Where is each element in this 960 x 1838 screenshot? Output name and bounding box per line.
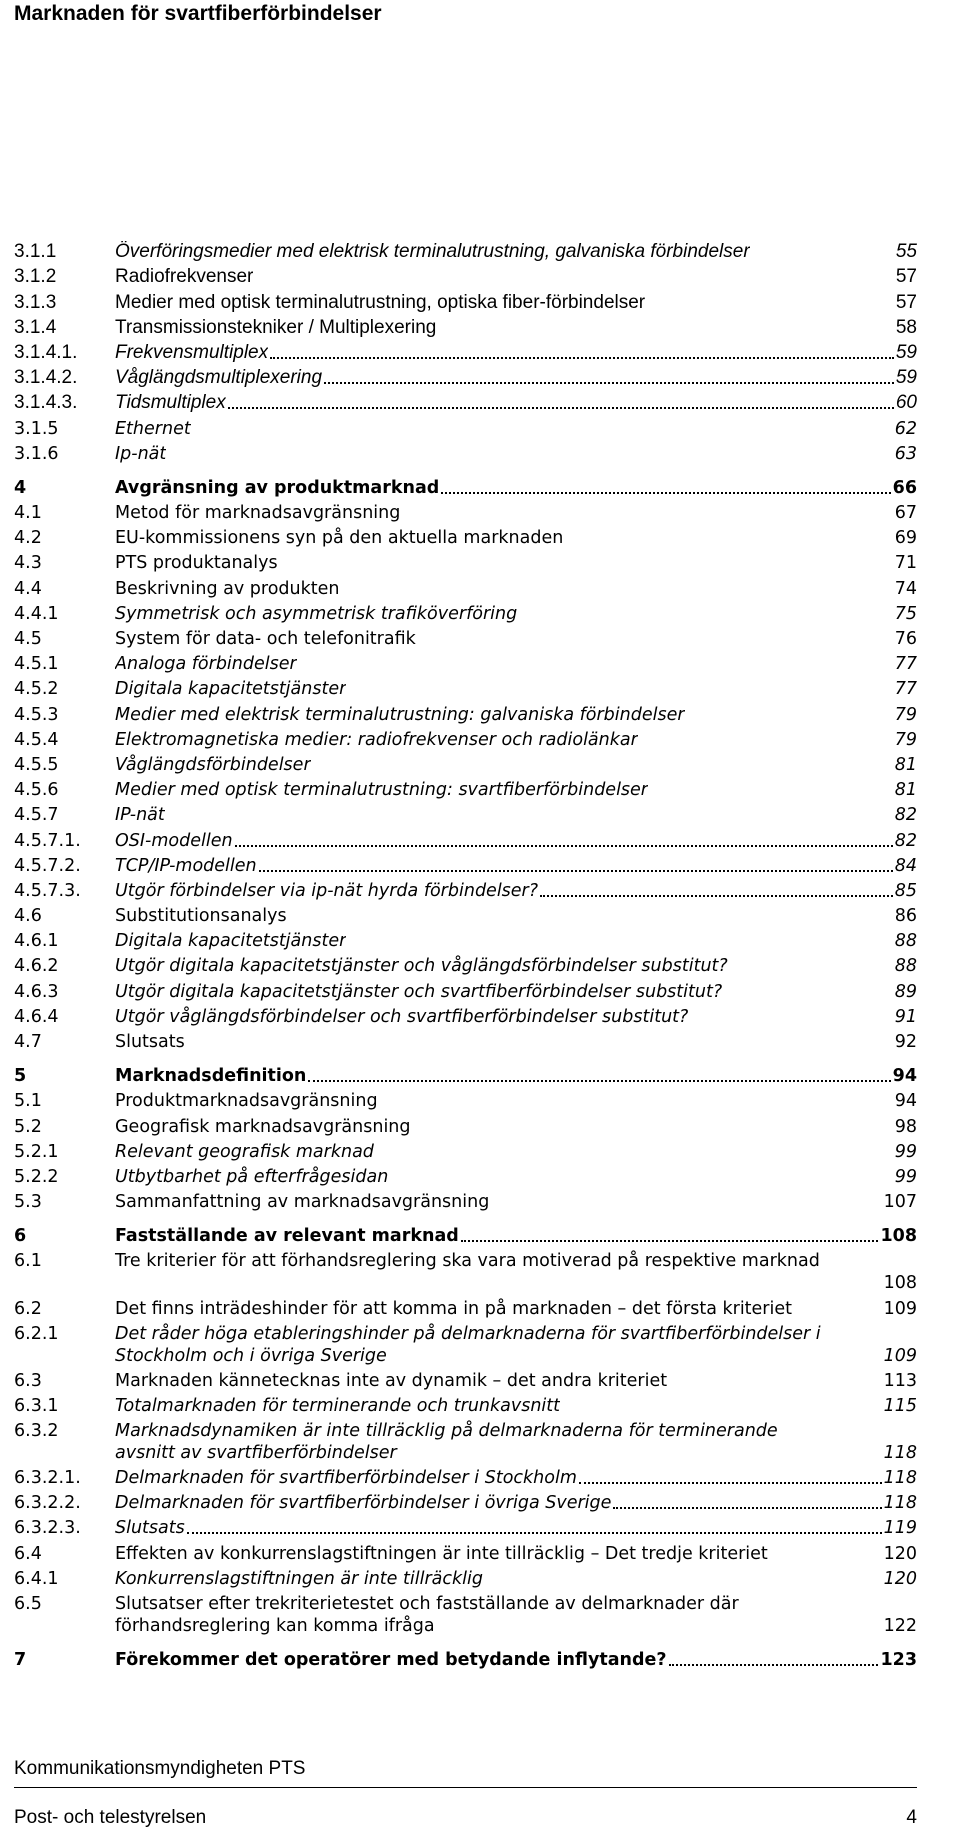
toc-entry[interactable] <box>14 1320 917 1367</box>
toc-entry-title: Medier med optisk terminalutrustning: svartfiberförbindelser <box>115 780 649 801</box>
toc-entry-page: 59 <box>895 367 917 389</box>
toc-leader <box>270 357 894 359</box>
toc-entry[interactable] <box>14 440 917 465</box>
toc-entry-page: 99 <box>894 1166 917 1187</box>
toc-entry-title: Marknaden kännetecknas inte av dynamik – det andra kriteriet <box>115 1370 668 1391</box>
toc-entry-number: 6.3.2.1. <box>14 1468 81 1489</box>
toc-entry-page: 79 <box>894 729 917 750</box>
toc-entry-title: Ip-nät <box>115 443 167 464</box>
toc-entry[interactable] <box>14 1367 917 1392</box>
toc-entry-page: 122 <box>883 1615 917 1636</box>
toc-entry-page: 118 <box>883 1493 917 1514</box>
toc-entry-number: 4.7 <box>14 1032 42 1052</box>
toc-entry[interactable] <box>14 1087 917 1112</box>
toc-entry-page: 66 <box>892 477 917 498</box>
toc-indent-spacer <box>14 1345 115 1367</box>
toc-entry-page: 69 <box>894 528 917 549</box>
toc-entry-number: 4.1 <box>14 503 42 524</box>
toc-leader <box>259 870 893 872</box>
toc-entry-title: Frekvensmultiplex <box>115 341 269 363</box>
toc-entry[interactable] <box>14 1539 917 1564</box>
toc-entry-page: 99 <box>894 1141 917 1162</box>
toc-entry-page: 71 <box>894 553 917 574</box>
toc-entry-page: 82 <box>894 830 917 851</box>
toc-entry-title: Slutsats <box>115 1518 185 1539</box>
toc-entry[interactable] <box>14 339 917 364</box>
toc-entry-number: 6.5 <box>14 1593 42 1614</box>
toc-entry-page: 113 <box>883 1370 917 1391</box>
toc-entry-page: 57 <box>895 266 917 288</box>
toc-entry-number: 6.4.1 <box>14 1568 59 1589</box>
toc-entry-number: 4.6 <box>14 906 42 927</box>
toc-entry-page: 94 <box>894 1091 917 1112</box>
toc-entry-page: 120 <box>883 1568 917 1589</box>
toc-entry-title: Tre kriterier för att förhandsreglering ska vara motiverad på respektive marknad <box>115 1251 820 1272</box>
toc-entry-title: Utbytbarhet på efterfrågesidan <box>115 1166 389 1187</box>
toc-entry-title: OSI-modellen <box>115 830 233 851</box>
toc-entry[interactable] <box>14 263 917 288</box>
page-header-title: Marknaden för svartfiberförbindelser <box>14 2 382 25</box>
toc-entry-page: 77 <box>894 679 917 700</box>
toc-entry-number: 4.5.7.2. <box>14 855 81 876</box>
toc-entry[interactable] <box>14 1489 917 1514</box>
toc-entry[interactable] <box>14 1028 917 1053</box>
toc-entry-number: 6.3 <box>14 1370 42 1391</box>
toc-leader <box>669 1664 879 1666</box>
toc-entry-number: 3.1.5 <box>14 418 59 439</box>
toc-entry[interactable] <box>14 902 917 927</box>
toc-entry-number: 4.6.1 <box>14 931 59 952</box>
toc-entry-title: Radiofrekvenser <box>115 266 254 288</box>
toc-entry-number: 5.3 <box>14 1192 42 1213</box>
toc-entry-title: Utgör digitala kapacitetstjänster och svartfiberförbindelser substitut? <box>115 981 723 1002</box>
toc-entry-title: Konkurrenslagstiftningen är inte tillräcklig <box>115 1568 483 1589</box>
toc-entry-title: Beskrivning av produkten <box>115 578 340 599</box>
toc-entry-title: Sammanfattning av marknadsavgränsning <box>115 1192 490 1213</box>
toc-entry-number: 7 <box>14 1650 27 1670</box>
toc-entry-number: 6.1 <box>14 1251 42 1272</box>
toc-entry-page: 119 <box>883 1518 917 1539</box>
toc-entry[interactable] <box>14 1062 917 1087</box>
toc-entry-page: 59 <box>895 341 917 363</box>
toc-entry-number: 4.5.4 <box>14 729 59 750</box>
toc-entry-number: 6.2 <box>14 1298 42 1319</box>
toc-entry-number: 3.1.3 <box>14 291 57 313</box>
toc-entry-number: 5.2.1 <box>14 1141 59 1162</box>
toc-leader <box>308 1080 890 1082</box>
toc-entry-number: 4 <box>14 477 27 498</box>
toc-entry-page: 60 <box>895 392 917 414</box>
toc-entry[interactable] <box>14 1417 917 1464</box>
toc-entry-title: Metod för marknadsavgränsning <box>115 503 401 524</box>
toc-entry-number: 3.1.4.3. <box>14 392 78 414</box>
toc-entry-page: 67 <box>894 503 917 524</box>
toc-entry[interactable] <box>14 877 917 902</box>
toc-entry-page: 85 <box>894 880 917 901</box>
toc-entry-title: Substitutionsanalys <box>115 906 287 927</box>
toc-entry-title: Utgör förbindelser via ip-nät hyrda förbindelser? <box>115 880 539 901</box>
toc-entry-number: 4.4 <box>14 578 42 599</box>
toc-leader <box>461 1240 879 1242</box>
toc-entry-page: 77 <box>894 654 917 675</box>
toc-entry[interactable] <box>14 726 917 751</box>
toc-entry-number: 3.1.6 <box>14 443 59 464</box>
footer-page-number: 4 <box>906 1807 917 1828</box>
toc-entry-page: 57 <box>895 291 917 313</box>
toc-entry[interactable] <box>14 1464 917 1489</box>
toc-entry-page: 86 <box>894 906 917 927</box>
toc-entry[interactable] <box>14 852 917 877</box>
toc-entry-number: 3.1.4.1. <box>14 341 78 363</box>
toc-entry-page: 118 <box>883 1442 917 1463</box>
toc-entry-number: 4.5 <box>14 629 42 649</box>
toc-entry-title: Delmarknaden för svartfiberförbindelser i Stockholm <box>115 1468 577 1489</box>
toc-entry-number: 6.3.2.3. <box>14 1518 81 1539</box>
toc-indent-spacer <box>14 1615 115 1637</box>
toc-entry-page: 82 <box>894 805 917 826</box>
toc-entry-title: Förekommer det operatörer med betydande inflytande? <box>115 1650 667 1670</box>
toc-entry[interactable] <box>14 499 917 524</box>
toc-entry[interactable] <box>14 474 917 499</box>
toc-entry-title: Utgör våglängdsförbindelser och svartfiberförbindelser substitut? <box>115 1006 689 1027</box>
toc-entry-number: 6.4 <box>14 1543 42 1564</box>
toc-entry[interactable] <box>14 625 917 650</box>
footer-divider <box>14 1787 917 1788</box>
toc-entry-number: 5 <box>14 1066 27 1087</box>
toc-entry[interactable] <box>14 1294 917 1319</box>
toc-entry-title: Utgör digitala kapacitetstjänster och våglängdsförbindelser substitut? <box>115 956 728 977</box>
toc-entry-title: Produktmarknadsavgränsning <box>115 1091 378 1112</box>
toc-entry-number: 5.1 <box>14 1091 42 1112</box>
toc-entry-title-continued: Stockholm och i övriga Sverige <box>115 1345 387 1366</box>
toc-entry-title: Digitala kapacitetstjänster <box>115 931 347 952</box>
toc-entry-number: 3.1.2 <box>14 266 57 288</box>
toc-entry-title: Geografisk marknadsavgränsning <box>115 1116 411 1137</box>
toc-entry-number: 4.3 <box>14 553 42 574</box>
toc-entry-number: 4.5.7.1. <box>14 830 81 851</box>
toc-entry-page: 91 <box>894 1006 917 1027</box>
toc-entry[interactable] <box>14 288 917 313</box>
toc-entry-page: 123 <box>880 1650 917 1670</box>
toc-leader <box>499 1615 883 1637</box>
toc-entry-title: Marknadsdynamiken är inte tillräcklig på delmarknaderna för terminerande <box>115 1420 778 1441</box>
toc-entry-title: PTS produktanalys <box>115 553 278 574</box>
toc-entry-title-continued: förhandsreglering kan komma ifråga <box>115 1615 435 1636</box>
toc-entry-title: Elektromagnetiska medier: radiofrekvenser och radiolänkar <box>115 729 638 750</box>
toc-leader <box>613 1507 881 1509</box>
toc-entry[interactable] <box>14 1112 917 1137</box>
toc-entry-page: 84 <box>894 855 917 876</box>
toc-leader <box>441 492 890 494</box>
toc-entry[interactable] <box>14 389 917 414</box>
toc-entry-page: 79 <box>894 704 917 725</box>
toc-entry[interactable] <box>14 1590 917 1637</box>
toc-indent-spacer <box>14 1272 115 1294</box>
toc-entry[interactable] <box>14 1003 917 1028</box>
toc-entry-number: 4.5.1 <box>14 654 59 675</box>
toc-entry-number: 4.6.4 <box>14 1006 59 1027</box>
footer-publisher: Post- och telestyrelsen <box>14 1807 207 1828</box>
toc-entry-title: EU-kommissionens syn på den aktuella marknaden <box>115 528 564 549</box>
toc-entry-page: 76 <box>894 629 917 649</box>
toc-entry[interactable] <box>14 700 917 725</box>
toc-entry-page: 98 <box>894 1116 917 1137</box>
toc-entry-number: 4.5.3 <box>14 704 59 725</box>
toc-entry-title: Fastställande av relevant marknad <box>115 1226 459 1247</box>
toc-entry[interactable] <box>14 364 917 389</box>
toc-leader <box>499 1272 883 1294</box>
toc-entry-page: 89 <box>894 981 917 1002</box>
toc-entry-title: Marknadsdefinition <box>115 1066 307 1087</box>
toc-entry-page: 92 <box>894 1032 917 1052</box>
toc-entry-title: Digitala kapacitetstjänster <box>115 679 347 700</box>
toc-entry-number: 6.3.2 <box>14 1420 59 1441</box>
toc-entry-title: Slutsatser efter trekriterietestet och fastställande av delmarknader där <box>115 1593 739 1614</box>
toc-entry[interactable] <box>14 801 917 826</box>
toc-leader <box>499 1345 883 1367</box>
toc-entry-page: 108 <box>880 1226 917 1247</box>
toc-entry-title: Relevant geografisk marknad <box>115 1141 374 1162</box>
toc-entry-title: TCP/IP-modellen <box>115 855 257 876</box>
toc-entry-number: 4.5.7 <box>14 805 59 826</box>
footer-organization: Kommunikationsmyndigheten PTS <box>14 1758 306 1779</box>
toc-leader <box>540 895 893 897</box>
toc-entry-title: System för data- och telefonitrafik <box>115 629 416 649</box>
toc-entry[interactable] <box>14 1188 917 1213</box>
toc-entry-number: 4.5.6 <box>14 780 59 801</box>
toc-entry-number: 4.6.2 <box>14 956 59 977</box>
toc-entry-title: Effekten av konkurrenslagstiftningen är inte tillräcklig – Det tredje kriteriet <box>115 1543 768 1564</box>
toc-entry-title: Medier med optisk terminalutrustning, optiska fiber-förbindelser <box>115 291 646 313</box>
toc-entry-page: 109 <box>883 1345 917 1366</box>
toc-entry[interactable] <box>14 1392 917 1417</box>
toc-entry-page: 120 <box>883 1543 917 1564</box>
toc-entry[interactable] <box>14 650 917 675</box>
toc-entry-title: Våglängdsförbindelser <box>115 754 311 775</box>
toc-entry-title: Det finns inträdeshinder för att komma in på marknaden – det första kriteriet <box>115 1298 792 1319</box>
toc-entry-page: 109 <box>883 1298 917 1319</box>
toc-entry-number: 6.2.1 <box>14 1323 59 1344</box>
toc-indent-spacer <box>14 1442 115 1464</box>
toc-entry-title: Det råder höga etableringshinder på delmarknaderna för svartfiberförbindelser i <box>115 1323 821 1344</box>
toc-entry-number: 5.2 <box>14 1116 42 1137</box>
toc-entry[interactable] <box>14 977 917 1002</box>
toc-entry-title-continued <box>115 1272 499 1294</box>
toc-entry-title: Transmissionstekniker / Multiplexering <box>115 316 437 338</box>
toc-entry-title: Ethernet <box>115 418 191 439</box>
toc-entry[interactable] <box>14 751 917 776</box>
toc-entry[interactable] <box>14 1514 917 1539</box>
toc-entry-page: 108 <box>883 1273 917 1294</box>
toc-entry-title-continued: avsnitt av svartfiberförbindelser <box>115 1442 397 1463</box>
toc-entry-page: 55 <box>895 241 917 263</box>
toc-entry-title: Slutsats <box>115 1032 185 1052</box>
toc-entry-title: Delmarknaden för svartfiberförbindelser i övriga Sverige <box>115 1493 612 1514</box>
toc-leader <box>235 845 893 847</box>
toc-entry-number: 5.2.2 <box>14 1166 59 1187</box>
toc-entry[interactable] <box>14 600 917 625</box>
toc-entry-page: 88 <box>894 956 917 977</box>
toc-entry-title: Våglängdsmultiplexering <box>115 367 323 389</box>
toc-entry-page: 88 <box>894 931 917 952</box>
toc-entry-page: 58 <box>895 316 917 338</box>
toc-entry-title: Överföringsmedier med elektrisk terminalutrustning, galvaniska förbindelser <box>115 241 750 263</box>
toc-entry-page: 107 <box>883 1192 917 1213</box>
toc-entry[interactable] <box>14 1138 917 1163</box>
toc-entry[interactable] <box>14 574 917 599</box>
toc-entry[interactable] <box>14 1646 917 1671</box>
toc-entry-title: IP-nät <box>115 805 165 826</box>
table-of-contents <box>14 238 917 1671</box>
toc-entry-number: 6.3.2.2. <box>14 1493 81 1514</box>
toc-entry-number: 3.1.4 <box>14 316 57 338</box>
toc-entry-page: 115 <box>883 1395 917 1416</box>
toc-entry-page: 81 <box>894 780 917 801</box>
toc-entry-number: 4.6.3 <box>14 981 59 1002</box>
toc-entry-page: 74 <box>894 578 917 599</box>
toc-entry-number: 4.5.5 <box>14 754 59 775</box>
toc-entry-page: 118 <box>883 1468 917 1489</box>
toc-entry[interactable] <box>14 314 917 339</box>
toc-entry-title: Analoga förbindelser <box>115 654 297 675</box>
toc-entry-number: 4.5.2 <box>14 679 59 700</box>
toc-entry-title: Avgränsning av produktmarknad <box>115 477 440 498</box>
toc-leader <box>499 1442 883 1464</box>
toc-entry[interactable] <box>14 1565 917 1590</box>
toc-entry[interactable] <box>14 675 917 700</box>
toc-entry-title: Medier med elektrisk terminalutrustning: galvaniska förbindelser <box>115 704 685 725</box>
toc-entry-title: Totalmarknaden för terminerande och trunkavsnitt <box>115 1395 561 1416</box>
toc-entry[interactable] <box>14 776 917 801</box>
toc-entry[interactable] <box>14 238 917 263</box>
toc-leader <box>187 1532 882 1534</box>
toc-entry[interactable] <box>14 1163 917 1188</box>
toc-entry-number: 4.5.7.3. <box>14 880 81 901</box>
toc-entry[interactable] <box>14 952 917 977</box>
toc-entry-title: Symmetrisk och asymmetrisk trafiköverföring <box>115 603 518 624</box>
toc-leader <box>324 382 894 384</box>
toc-entry-page: 75 <box>894 603 917 624</box>
toc-entry[interactable] <box>14 927 917 952</box>
toc-entry-page: 62 <box>894 418 917 439</box>
toc-entry-number: 3.1.4.2. <box>14 367 78 389</box>
toc-entry-page: 63 <box>894 443 917 464</box>
toc-entry-number: 4.4.1 <box>14 603 59 624</box>
toc-entry[interactable] <box>14 414 917 439</box>
toc-entry-page: 94 <box>892 1066 917 1087</box>
toc-entry-number: 6.3.1 <box>14 1395 59 1416</box>
toc-entry[interactable] <box>14 1222 917 1247</box>
toc-entry[interactable] <box>14 549 917 574</box>
toc-entry-page: 81 <box>894 754 917 775</box>
toc-entry[interactable] <box>14 524 917 549</box>
toc-leader <box>228 407 894 409</box>
toc-entry-number: 4.2 <box>14 528 42 549</box>
toc-leader <box>579 1482 882 1484</box>
toc-entry-title: Tidsmultiplex <box>115 392 226 414</box>
toc-entry[interactable] <box>14 826 917 851</box>
toc-entry[interactable] <box>14 1247 917 1294</box>
toc-entry-number: 6 <box>14 1226 27 1247</box>
toc-entry-number: 3.1.1 <box>14 241 57 263</box>
